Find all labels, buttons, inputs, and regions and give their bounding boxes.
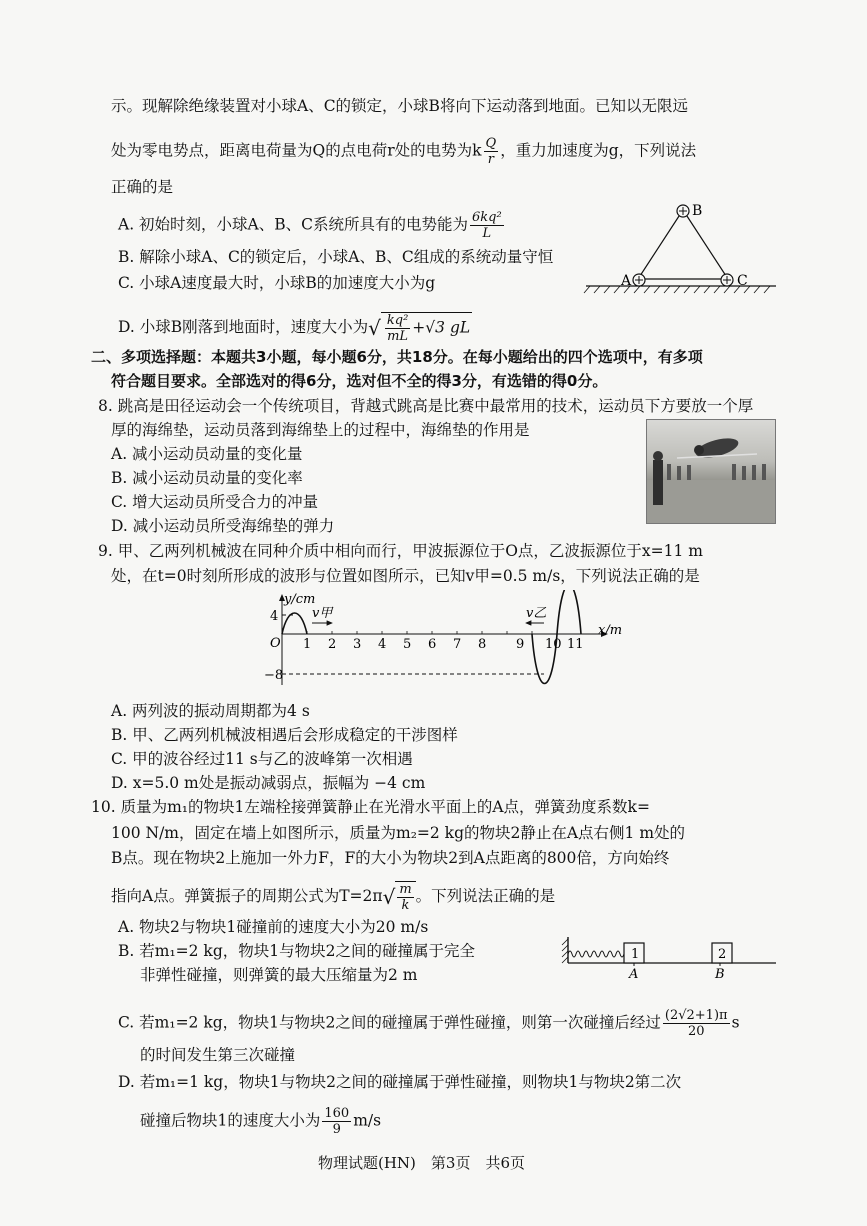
svg-text:B: B xyxy=(692,203,703,219)
svg-text:7: 7 xyxy=(453,637,462,652)
spring-block-figure xyxy=(560,935,782,983)
q10-line4: 指向A点。弹簧振子的周期公式为T=2π√ $\frac{m}{k}$ 。下列说法正确的是 xyxy=(111,882,556,913)
svg-text:10: 10 xyxy=(545,637,562,652)
q8-option-d: D. 减小运动员所受海绵垫的弹力 xyxy=(111,517,335,535)
svg-text:5: 5 xyxy=(403,637,412,652)
q9-line2: 处，在t=0时刻所形成的波形与位置如图所示，已知v甲=0.5 m/s，下列说法正确的是 xyxy=(111,567,700,585)
charge-c xyxy=(721,273,748,289)
point-a-label: A xyxy=(629,967,639,982)
q8-option-c: C. 增大运动员所受合力的冲量 xyxy=(111,493,319,511)
charge-b xyxy=(677,203,702,219)
option-c-fraction: $\frac{(2√2+1)\pi}{20}$ xyxy=(664,1008,728,1039)
charge-a xyxy=(620,273,645,289)
q8-option-b: B. 减小运动员动量的变化率 xyxy=(111,469,303,487)
q10-option-b-1: B. 若m₁=2 kg，物块1与物块2之间的碰撞属于完全 xyxy=(118,942,475,960)
q10-line3: B点。现在物块2上施加一外力F，F的大小为物块2到A点距离的800倍，方向始终 xyxy=(111,849,670,867)
svg-text:C: C xyxy=(737,273,748,289)
q10-option-a: A. 物块2与物块1碰撞前的速度大小为20 m/s xyxy=(118,918,429,936)
y-axis-label: y/cm xyxy=(284,592,316,607)
high-jump-photo xyxy=(646,419,776,524)
q9-option-c: C. 甲的波谷经过11 s与乙的波峰第一次相遇 xyxy=(111,750,413,768)
spring xyxy=(568,951,628,957)
origin-label: O xyxy=(270,636,281,651)
svg-text:2: 2 xyxy=(718,947,727,962)
q7-line2: 处为零电势点，距离电荷量为Q的点电荷r处的电势为k $\frac{Q}{r}$ ，重力加速度为g，下列说法 xyxy=(111,136,697,167)
q9-option-d: D. x=5.0 m处是振动减弱点，振幅为 −4 cm xyxy=(111,774,426,792)
q8-line1: 8. 跳高是田径运动会一个传统项目，背越式跳高是比赛中最常用的技术，运动员下方要放一个厚 xyxy=(98,397,754,415)
q8-option-a: A. 减小运动员动量的变化量 xyxy=(111,445,303,463)
triangle-charge-figure xyxy=(580,198,780,300)
q7-line3: 正确的是 xyxy=(111,178,174,196)
svg-text:3: 3 xyxy=(353,637,362,652)
wave-graph xyxy=(262,590,632,700)
potential-fraction: $\frac{Q}{r}$ xyxy=(485,136,497,167)
q7-option-b: B. 解除小球A、C的锁定后，小球A、B、C组成的系统动量守恒 xyxy=(118,248,554,266)
v1-label: v甲 xyxy=(312,606,333,621)
q7-option-c: C. 小球A速度最大时，小球B的加速度大小为g xyxy=(118,274,436,292)
q7-line1: 示。现解除绝缘装置对小球A、C的锁定，小球B将向下运动落到地面。已知以无限远 xyxy=(111,97,688,115)
svg-text:A: A xyxy=(621,273,632,289)
q10-option-c-1: C. 若m₁=2 kg，物块1与物块2之间的碰撞属于弹性碰撞，则第一次碰撞后经过 $\frac{(2√2+1)\pi}{20}$ s xyxy=(118,1008,740,1039)
q10-line1: 10. 质量为m₁的物块1左端栓接弹簧静止在光滑水平面上的A点，弹簧劲度系数k= xyxy=(91,798,650,816)
section2-instructions: 符合题目要求。全部选对的得6分，选对但不全的得3分，有选错的得0分。 xyxy=(111,372,608,390)
point-b-label: B xyxy=(715,967,725,982)
svg-text:11: 11 xyxy=(567,637,584,652)
option-a-fraction: $\frac{\text{6kq²}}{L}$ xyxy=(472,210,502,241)
q9-option-b: B. 甲、乙两列机械波相遇后会形成稳定的干涉图样 xyxy=(111,726,458,744)
y-tick-4: 4 xyxy=(270,609,279,624)
v2-label: v乙 xyxy=(526,606,547,621)
x-ticks xyxy=(303,637,584,652)
svg-text:6: 6 xyxy=(428,637,437,652)
q9-option-a: A. 两列波的振动周期都为4 s xyxy=(111,702,310,720)
q10-line2: 100 N/m，固定在墙上如图所示，质量为m₂=2 kg的物块2静止在A点右侧1 m处的 xyxy=(111,824,686,842)
svg-text:1: 1 xyxy=(303,637,312,652)
section2-heading: 二、多项选择题：本题共3小题，每小题6分，共18分。在每小题给出的四个选项中，有多项 xyxy=(91,348,703,366)
svg-text:4: 4 xyxy=(378,637,387,652)
q10-option-c-2: 的时间发生第三次碰撞 xyxy=(140,1046,296,1064)
y-tick-minus8: −8 xyxy=(264,668,284,683)
q8-line2: 厚的海绵垫，运动员落到海绵垫上的过程中，海绵垫的作用是 xyxy=(111,421,530,439)
q10-option-d-2: 碰撞后物块1的速度大小为 $\frac{160}{9}$ m/s xyxy=(140,1106,382,1137)
q7-option-d: D. 小球B刚落到地面时，速度大小为√ $\frac{\text{kq²}}{mL}$ +√3 gL xyxy=(118,313,471,344)
x-axis-label: x/m xyxy=(598,623,623,638)
page-footer: 物理试题(HN) 第3页 共6页 xyxy=(318,1154,525,1172)
q9-line1: 9. 甲、乙两列机械波在同种介质中相向而行，甲波振源位于O点，乙波振源位于x=11 m xyxy=(98,542,704,560)
q10-option-b-2: 非弹性碰撞，则弹簧的最大压缩量为2 m xyxy=(140,966,418,984)
q7-option-a: A. 初始时刻，小球A、B、C系统所具有的电势能为 $\frac{\text{6kq²}}{L}$ xyxy=(118,210,502,241)
svg-text:2: 2 xyxy=(328,637,337,652)
svg-text:9: 9 xyxy=(516,637,525,652)
option-d-fraction: $\frac{160}{9}$ xyxy=(324,1106,350,1137)
q10-option-d-1: D. 若m₁=1 kg，物块1与物块2之间的碰撞属于弹性碰撞，则物块1与物块2第二次 xyxy=(118,1073,682,1091)
svg-text:8: 8 xyxy=(478,637,487,652)
svg-text:1: 1 xyxy=(631,947,640,962)
